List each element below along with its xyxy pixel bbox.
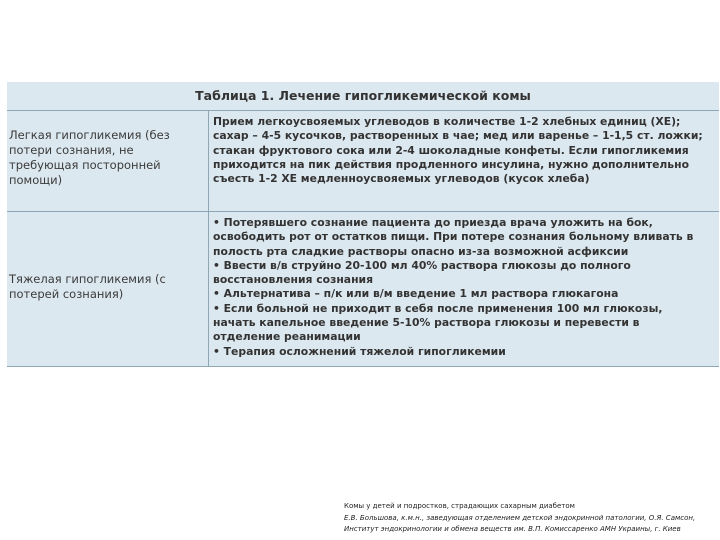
table-divider-middle bbox=[7, 211, 719, 212]
treatment-severe-item: • Ввести в/в струйно 20-100 мл 40% раствора глюкозы до полного восстановления сознания bbox=[213, 258, 631, 287]
treatment-severe bbox=[213, 216, 707, 359]
treatment-severe-item: • Потерявшего сознание пациента до приезда врача уложить на бок, освободить рот от остатков пищи. При потере сознания больному вливать в полость рта сладкие растворы опасно из-за возможной асфиксии bbox=[213, 216, 694, 258]
citation-institution: Институт эндокринологии и обмена веществ им. В.П. Комиссаренко АМН Украины, г. Киев bbox=[344, 525, 681, 533]
treatment-severe-item: • Если больной не приходит в себя после применения 100 мл глюкозы, начать капельное введение 5-10% раствора глюкозы и перевести в отделение реанимации bbox=[213, 301, 663, 344]
table-column-divider bbox=[208, 110, 209, 367]
table-divider-bottom bbox=[7, 366, 719, 367]
treatment-severe-item: • Альтернатива – п/к или в/м введение 1 мл раствора глюкагона bbox=[213, 287, 619, 301]
condition-mild: Легкая гипогликемия (без потери сознания, не требующая посторонней помощи) bbox=[9, 128, 170, 187]
treatment-severe-item: • Терапия осложнений тяжелой гипогликемии bbox=[213, 344, 506, 358]
citation-title: Комы у детей и подростков, страдающих сахарным диабетом bbox=[344, 502, 575, 510]
source-citation bbox=[344, 501, 716, 536]
table-divider-top bbox=[7, 110, 719, 111]
citation-authors: Е.В. Большова, к.м.н., заведующая отделением детской эндокринной патологии, О.Я. Самсон, bbox=[344, 513, 696, 522]
table-title: Таблица 1. Лечение гипогликемической комы bbox=[195, 88, 531, 103]
treatment-mild: Прием легкоусвояемых углеводов в количестве 1-2 хлебных единиц (ХЕ); сахар – 4-5 кусочков, растворенных в чае; мед или варенье – 1-1,5 ст. ложки; стакан фруктового сока или 2-4 шоколадные конфеты. Если гипогликемия приходится на пик действия продленного инсулина, нужно дополнительно съесть 1-2 ХЕ медленноусвояемых углеводов (кусок хлеба) bbox=[213, 115, 703, 186]
condition-severe: Тяжелая гипогликемия (с потерей сознания) bbox=[9, 272, 166, 301]
